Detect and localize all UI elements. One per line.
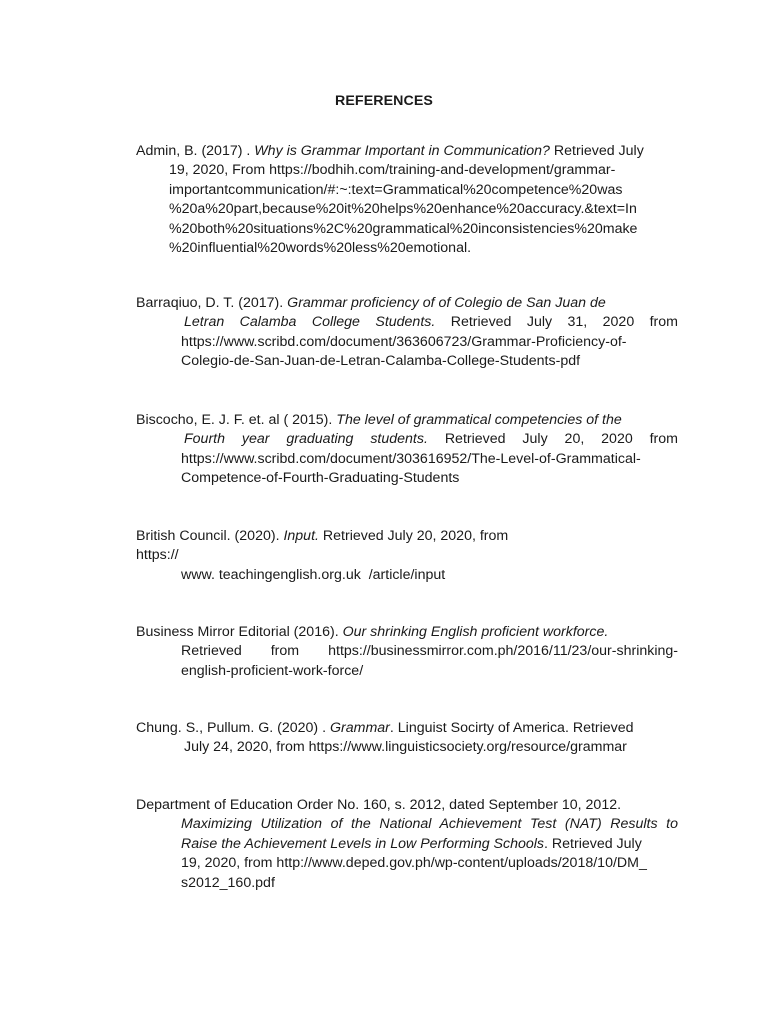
ref-line: Department of Education Order No. 160, s. 2012, dated September 10, 2012. <box>136 797 622 813</box>
ref-line: British Council. (2020). Input. Retrieved July 20, 2020, from <box>136 528 509 544</box>
ref-title: Fourth year graduating students. <box>184 431 428 448</box>
ref-title: Our shrinking English proficient workforce. <box>342 624 609 640</box>
reference-chung-pullum <box>136 719 678 758</box>
ref-title: Letran Calamba College Students. <box>184 314 436 331</box>
ref-line: %20a%20part,because%20it%20helps%20enhance%20accuracy.&text=In <box>169 201 637 218</box>
ref-line: english-proficient-work-force/ <box>181 662 364 679</box>
ref-line: Letran Calamba College Students. Retrieved July 31, 2020 from <box>184 314 678 331</box>
ref-line: https://www.scribd.com/document/363606723/Grammar-Proficiency-of- <box>181 333 627 350</box>
ref-title: Maximizing Utilization of the National Achievement Test (NAT) Results to <box>181 816 678 833</box>
ref-line: s2012_160.pdf <box>181 874 275 891</box>
ref-line: https://www.scribd.com/document/303616952/The-Level-of-Grammatical- <box>181 450 641 467</box>
ref-title: Grammar proficiency of of Colegio de San Juan de <box>287 295 606 311</box>
ref-line: Fourth year graduating students. Retrieved July 20, 2020 from <box>184 431 678 448</box>
ref-title: Raise the Achievement Levels in Low Performing Schools <box>181 835 545 852</box>
ref-line: www. teachingenglish.org.uk /article/input <box>181 566 446 583</box>
ref-line: Business Mirror Editorial (2016). Our shrinking English proficient workforce. <box>136 624 609 640</box>
ref-line: July 24, 2020, from https://www.linguisticsociety.org/resource/grammar <box>184 739 627 756</box>
ref-line: Retrieved from https://businessmirror.com.ph/2016/11/23/our-shrinking- <box>181 643 678 660</box>
ref-line: %20both%20situations%2C%20grammatical%20inconsistencies%20make <box>169 220 638 237</box>
reference-barraqiuo <box>136 294 678 372</box>
reference-biscocho <box>136 411 678 489</box>
ref-line: Competence-of-Fourth-Graduating-Students <box>181 470 460 487</box>
ref-title: Why is Grammar Important in Communication? <box>254 143 550 159</box>
ref-line: 19, 2020, From https://bodhih.com/training-and-development/grammar- <box>169 162 616 179</box>
ref-line: Barraqiuo, D. T. (2017). Grammar proficiency of of Colegio de San Juan de <box>136 295 606 311</box>
ref-line: Raise the Achievement Levels in Low Performing Schools. Retrieved July <box>181 835 642 852</box>
ref-line: Colegio-de-San-Juan-de-Letran-Calamba-College-Students-pdf <box>181 353 581 370</box>
ref-line: Admin, B. (2017) . Why is Grammar Important in Communication? Retrieved July <box>136 143 644 159</box>
ref-line: 19, 2020, from http://www.deped.gov.ph/wp-content/uploads/2018/10/DM_ <box>181 855 647 872</box>
reference-deped-order <box>136 796 678 893</box>
ref-line: Chung. S., Pullum. G. (2020) . Grammar. Linguist Socirty of America. Retrieved <box>136 720 634 736</box>
reference-british-council <box>136 527 678 585</box>
ref-title: Grammar <box>329 720 390 736</box>
ref-line: importantcommunication/#:~:text=Grammatical%20competence%20was <box>169 181 623 198</box>
references-heading: REFERENCES <box>335 93 433 109</box>
reference-admin <box>136 142 678 258</box>
ref-line <box>136 815 678 834</box>
ref-title: The level of grammatical competencies of the <box>336 412 622 428</box>
ref-title: Input. <box>283 528 319 544</box>
ref-line: %20influential%20words%20less%20emotional. <box>169 240 472 257</box>
ref-line: https:// <box>136 547 179 564</box>
ref-line: Biscocho, E. J. F. et. al ( 2015). The level of grammatical competencies of the <box>136 412 622 428</box>
reference-business-mirror <box>136 623 678 681</box>
